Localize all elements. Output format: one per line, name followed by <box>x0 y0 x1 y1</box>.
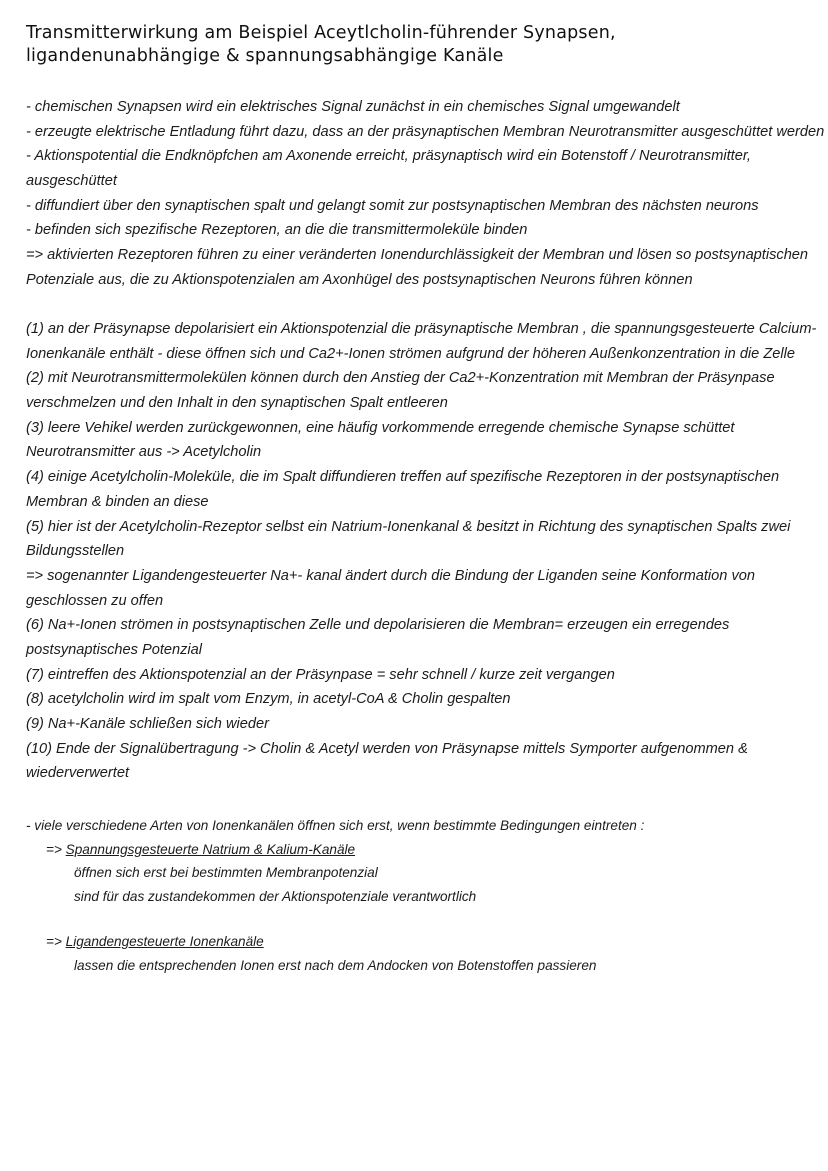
voltage-heading-line <box>26 838 644 862</box>
step-line: Membran & binden an diese <box>26 493 209 510</box>
intro-line: Potenziale aus, die zu Aktionspotenzialen am Axonhügel des postsynaptischen Neurons führen können <box>26 271 693 288</box>
step-line: (10) Ende der Signalübertragung -> Cholin & Acetyl werden von Präsynapse mittels Symporter aufgenommen & <box>26 740 748 757</box>
ligand-heading-line <box>26 930 644 954</box>
voltage-detail-line: öffnen sich erst bei bestimmten Membranpotenzial <box>74 865 378 880</box>
step-line: (8) acetylcholin wird im spalt vom Enzym, in acetyl-CoA & Cholin gespalten <box>26 691 511 708</box>
intro-line: => aktivierten Rezeptoren führen zu einer veränderten Ionendurchlässigkeit der Membran und lösen so postsynaptischen <box>26 247 809 264</box>
voltage-gated-heading: Spannungsgesteuerte Natrium & Kalium-Kanäle <box>65 841 356 857</box>
step-line: Bildungsstellen <box>26 543 125 560</box>
intro-line: - diffundiert über den synaptischen spalt und gelangt somit zur postsynaptischen Membran des nächsten neurons <box>26 197 759 214</box>
step-line: (5) hier ist der Acetylcholin-Rezeptor selbst ein Natrium-Ionenkanal & besitzt in Richtung des synaptischen Spalts zwei <box>26 518 791 535</box>
voltage-detail-line: sind für das zustandekommen der Aktionspotenziale verantwortlich <box>74 888 477 904</box>
intro-line: ausgeschüttet <box>26 173 117 190</box>
step-line: (6) Na+-Ionen strömen in postsynaptischen Zelle und depolarisieren die Membran= erzeugen ein erregendes <box>26 617 730 634</box>
arrow-symbol: => <box>46 934 62 949</box>
step-line: Ionenkanäle enthält - diese öffnen sich und Ca2+-Ionen strömen aufgrund der höheren Außenkonzentration in die Zelle <box>26 345 795 362</box>
section-gap <box>26 908 644 930</box>
step-line: Neurotransmitter aus -> Acetylcholin <box>26 444 262 461</box>
title-line-1: Transmitterwirkung am Beispiel Aceytlcholin-führender Synapsen, <box>26 23 616 43</box>
intro-line: - Aktionspotential die Endknöpfchen am Axonende erreicht, präsynaptisch wird ein Botenstoff / Neurotransmitter, <box>26 148 751 165</box>
ligand-detail-line: lassen die entsprechenden Ionen erst nach dem Andocken von Botenstoffen passieren <box>74 957 597 973</box>
intro-line: - erzeugte elektrische Entladung führt dazu, dass an der präsynaptischen Membran Neurotransmitter ausgeschüttet werden <box>26 123 825 140</box>
step-line: (4) einige Acetylcholin-Moleküle, die im Spalt diffundieren treffen auf spezifische Rezeptoren in der postsynaptischen <box>26 469 780 486</box>
step-line: (3) leere Vehikel werden zurückgewonnen, eine häufig vorkommende erregende chemische Synapse schüttet <box>26 419 735 436</box>
step-line: wiederverwertet <box>26 765 130 782</box>
step-line: (9) Na+-Kanäle schließen sich wieder <box>26 716 269 732</box>
step-line: (1) an der Präsynapse depolarisiert ein Aktionspotenzial die präsynaptische Membran , die spannungsgesteuerte Calcium- <box>26 321 817 337</box>
step-line: (7) eintreffen des Aktionspotenzial an der Präsynpase = sehr schnell / kurze zeit vergangen <box>26 666 615 683</box>
steps-section <box>26 317 816 786</box>
ligand-gated-heading: Ligandengesteuerte Ionenkanäle <box>65 934 264 949</box>
notes-intro: - viele verschiedene Arten von Ionenkanälen öffnen sich erst, wenn bestimmte Bedingungen eintreten : <box>26 818 645 833</box>
intro-line: - chemischen Synapsen wird ein elektrisches Signal zunächst in ein chemisches Signal umgewandelt <box>26 99 680 115</box>
notes-section <box>26 814 644 977</box>
step-line: verschmelzen und den Inhalt in den synaptischen Spalt entleeren <box>26 395 448 412</box>
arrow-symbol: => <box>46 841 62 857</box>
title-line-2: ligandenunabhängige & spannungsabhängige Kanäle <box>26 46 504 66</box>
step-line: (2) mit Neurotransmittermolekülen können durch den Anstieg der Ca2+-Konzentration mit Membran der Präsynpase <box>26 370 775 387</box>
step-line: geschlossen zu offen <box>26 592 164 609</box>
step-line: => sogenannter Ligandengesteuerter Na+- kanal ändert durch die Bindung der Liganden seine Konformation von <box>26 567 755 584</box>
intro-section <box>26 95 824 293</box>
step-line: postsynaptisches Potenzial <box>26 641 203 658</box>
page-title <box>26 22 816 68</box>
intro-line: - befinden sich spezifische Rezeptoren, an die die transmittermoleküle binden <box>26 222 528 239</box>
